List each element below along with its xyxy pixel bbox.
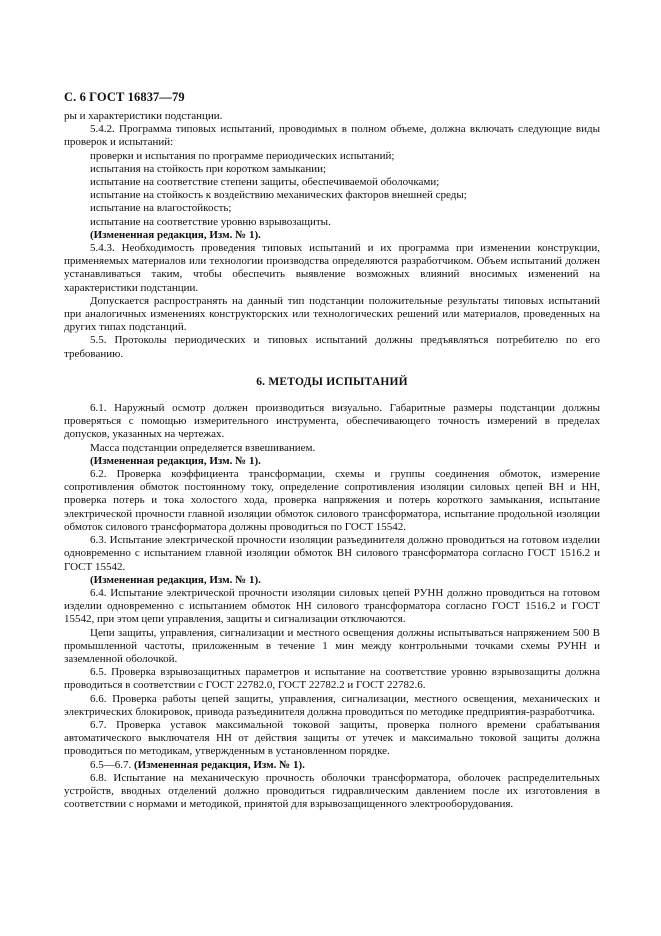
paragraph-6-3: 6.3. Испытание электрической прочности изоляции разъединителя должно проводиться на готовом изделии одновременно с испытанием главной изоляции обмоток ВН силового трансформатора согласно ГОСТ 1516.2 и ГОСТ 15542.	[64, 534, 600, 573]
paragraph-6-4: 6.4. Испытание электрической прочности изоляции силовых цепей РУНН должно проводиться на готовом изделии одновременно с испытанием обмоток НН силового трансформатора согласно ГОСТ 1516.2 и ГОСТ 15542, при этом цепи управления, защиты и сигнализации отключаются.	[64, 586, 600, 626]
revision-note-text: (Измененная редакция, Изм. № 1).	[134, 758, 305, 771]
paragraph-6-5: 6.5. Проверка взрывозащитных параметров и испытание на соответствие уровню взрывозащиты должна проводиться в соответствии с ГОСТ 22782.0, ГОСТ 22782.2 и ГОСТ 22782.6.	[64, 666, 600, 692]
list-item: проверки и испытания по программе периодических испытаний;	[90, 149, 395, 162]
revision-note-6-5-6-7	[64, 759, 600, 772]
revision-note: (Измененная редакция, Изм. № 1).	[90, 573, 261, 586]
paragraph-6-6: 6.6. Проверка работы цепей защиты, управления, сигнализации, местного освещения, механических и электрических блокировок, привода разъединителя должна проводиться по методике предприятия-разработчика.	[64, 692, 600, 718]
paragraph-5-4-3: 5.4.3. Необходимость проведения типовых испытаний и их программа при изменении конструкции, применяемых материалов или технологии производства определяются разработчиком. Объем испытаний должен устанавливаться таким, чтобы обеспечить выявление возможных влияний вносимых изменений на характеристики подстанции.	[64, 242, 600, 294]
paragraph-5-4-3-addendum: Допускается распространять на данный тип подстанции положительные результаты типовых испытаний при аналогичных изменениях конструкторских или технологических решений или материалов, проведенных на других типах подстанций.	[64, 294, 600, 334]
list-item: испытание на влагостойкость;	[90, 202, 232, 215]
list-item: испытания на стойкость при коротком замыкании;	[90, 162, 327, 175]
paragraph-6-4-circuits: Цепи защиты, управления, сигнализации и местного освещения должны испытываться напряжением 500 В промышленной частоты, приложенным в течение 1 мин между контрольными точками схемы РУНН и заземленной оболочкой.	[64, 626, 600, 665]
revision-note: (Измененная редакция, Изм. № 1).	[90, 454, 261, 467]
document-body	[64, 110, 600, 811]
paragraph-6-2: 6.2. Проверка коэффициента трансформации, схемы и группы соединения обмоток, измерение сопротивления обмоток постоянному току, определение сопротивления изоляции силовых цепей ВН и НН, проверка потерь и тока холостого хода, проверка напряжения и потерь короткого замыкания, испытание электрической прочности главной изоляции обмоток силового трансформатора, испытание продольной изоляции обмоток силового трансформатора должны проводиться по ГОСТ 15542.	[64, 468, 600, 533]
paragraph-continuation: ры и характеристики подстанции.	[64, 110, 223, 122]
paragraph-5-5: 5.5. Протоколы периодических и типовых испытаний должны предъявляться потребителю по его требованию.	[64, 334, 600, 360]
paragraph-6-1-mass: Масса подстанции определяется взвешиванием.	[90, 441, 316, 454]
page-header: С. 6 ГОСТ 16837—79	[64, 90, 185, 104]
paragraph-6-1: 6.1. Наружный осмотр должен производиться визуально. Габаритные размеры подстанции должны проверяться с помощью измерительного инструмента, обеспечивающего точность измерений в пределах допусков, указанных на чертежах.	[64, 402, 600, 441]
paragraph-6-8: 6.8. Испытание на механическую прочность оболочки трансформатора, оболочек распределительных устройств, вводных отделений должно проводиться гидравлическим давлением после их изготовления в соответствии с нормами и методикой, принятой для взрывозащищенного электрооборудования.	[64, 771, 600, 811]
paragraph-5-4-2: 5.4.2. Программа типовых испытаний, проводимых в полном объеме, должна включать следующие виды проверок и испытаний:	[64, 123, 600, 149]
list-item: испытание на стойкость к воздействию механических факторов внешней среды;	[90, 189, 467, 202]
paragraph-6-7: 6.7. Проверка уставок максимальной токовой защиты, проверка полного времени срабатывания автоматического выключателя НН от действия защиты от утечек и максимально токовой защиты должна проводиться по методикам, утвержденным в установленном порядке.	[64, 718, 600, 758]
revision-range: 6.5—6.7.	[90, 758, 132, 771]
list-item: испытание на соответствие степени защиты, обеспечиваемой оболочками;	[90, 176, 440, 189]
revision-note: (Измененная редакция, Изм. № 1).	[90, 228, 261, 241]
list-item: испытание на соответствие уровню взрывозащиты.	[90, 215, 331, 228]
section-title: 6. МЕТОДЫ ИСПЫТАНИЙ	[256, 375, 408, 388]
